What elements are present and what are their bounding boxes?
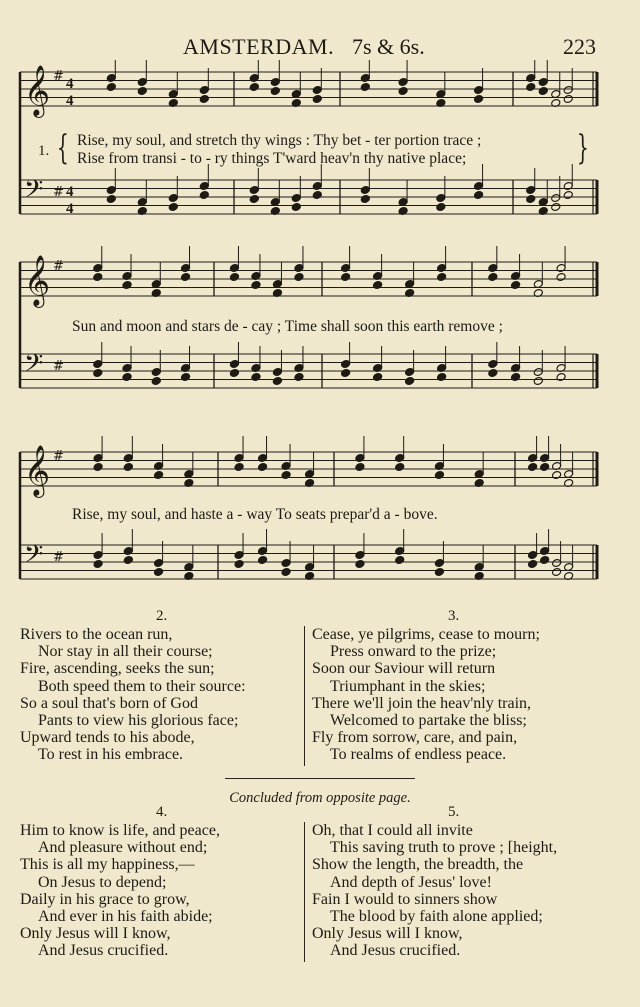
left-brace: {: [56, 128, 69, 168]
note-head: [395, 463, 405, 472]
note-head: [563, 191, 573, 200]
time-signature-bottom: 4: [66, 201, 74, 217]
note-head: [180, 373, 190, 382]
note-head: [258, 556, 268, 565]
note-head: [154, 568, 164, 577]
bass-clef: 𝄢: [24, 349, 44, 384]
bass-clef: 𝄢: [24, 175, 44, 210]
note-head: [437, 373, 447, 382]
lyric-line-1-verse-1: Rise, my soul, and stretch thy wings : Thy bet - ter portion trace ;: [77, 132, 482, 149]
note-head: [137, 87, 147, 96]
sharp-sign: #: [53, 359, 64, 374]
stanza-line: Oh, that I could all invite: [312, 822, 473, 839]
note-head: [151, 377, 161, 386]
note-head: [168, 203, 178, 212]
note-head: [199, 191, 209, 200]
note-head: [180, 273, 190, 282]
note-head: [373, 373, 383, 382]
treble-clef: 𝄞: [24, 255, 51, 306]
stanza-line: Nor stay in all their course;: [38, 643, 213, 661]
note-head: [229, 369, 239, 378]
stanza-number-5: 5.: [448, 804, 460, 820]
note-head: [556, 273, 566, 282]
stanza-line: Triumphant in the skies;: [330, 677, 486, 695]
note-head: [294, 273, 304, 282]
note-head: [474, 191, 484, 200]
lyric-line-1-verse-2: Rise from transi - to - ry things T'ward heav'n thy native place;: [77, 150, 467, 167]
note-head: [552, 568, 562, 577]
note-head: [360, 195, 370, 204]
note-head: [488, 369, 498, 378]
note-head: [281, 568, 291, 577]
lyric-line-3: Rise, my soul, and haste a - way To seats prepar'd a - bove.: [72, 506, 438, 523]
note-head: [272, 377, 282, 386]
stanza-line: Fain I would to sinners show: [312, 890, 498, 908]
note-head: [341, 369, 351, 378]
sharp-sign: #: [53, 185, 64, 200]
note-head: [528, 560, 538, 569]
column-divider: [304, 822, 305, 962]
stanza-line: Rivers to the ocean run,: [20, 626, 173, 643]
note-head: [436, 203, 446, 212]
note-head: [123, 463, 133, 472]
note-head: [355, 560, 365, 569]
note-head: [122, 281, 132, 290]
note-head: [395, 556, 405, 565]
note-head: [526, 195, 536, 204]
lyric-line-2: Sun and moon and stars de - cay ; Time shall soon this earth remove ;: [72, 318, 503, 335]
note-head: [405, 377, 415, 386]
stanza-line: On Jesus to depend;: [38, 873, 167, 891]
note-head: [229, 273, 239, 282]
stanza-line: There we'll join the heav'nly train,: [312, 694, 532, 712]
note-head: [249, 83, 259, 92]
stanza-2: [20, 626, 246, 764]
stanza-4: [20, 822, 220, 960]
note-head: [540, 463, 550, 472]
stanza-line: And Jesus crucified.: [38, 942, 169, 960]
page-number: 223: [563, 34, 596, 59]
note-head: [373, 281, 383, 290]
note-head: [199, 95, 209, 104]
stanza-line: So a soul that's born of God: [20, 694, 198, 712]
note-head: [122, 373, 132, 382]
note-head: [528, 463, 538, 472]
stanza-line: Press onward to the prize;: [330, 643, 497, 661]
note-head: [294, 373, 304, 382]
note-head: [251, 373, 261, 382]
note-head: [488, 273, 498, 282]
stanza-number-2: 2.: [156, 608, 168, 624]
tune-title: AMSTERDAM.: [183, 34, 335, 59]
stanza-line: Show the length, the breadth, the: [312, 856, 524, 874]
note-head: [93, 273, 103, 282]
note-head: [341, 273, 351, 282]
note-head: [312, 191, 322, 200]
note-head: [538, 87, 548, 96]
note-head: [281, 471, 291, 480]
note-head: [526, 83, 536, 92]
stanza-line: Only Jesus will I know,: [20, 925, 171, 943]
stanza-line: Fire, ascending, seeks the sun;: [20, 660, 215, 678]
time-signature-bottom: 4: [66, 93, 74, 109]
note-head: [552, 471, 562, 480]
stanza-line: To realms of endless peace.: [330, 746, 507, 764]
bass-clef: 𝄢: [24, 540, 44, 575]
stanza-line: This is all my happiness,—: [20, 856, 195, 874]
stanza-line: Only Jesus will I know,: [312, 925, 463, 943]
treble-clef: 𝄞: [24, 65, 51, 116]
note-head: [355, 463, 365, 472]
sharp-sign: #: [53, 550, 64, 565]
stanza-number-3: 3.: [448, 608, 460, 624]
note-head: [474, 95, 484, 104]
sharp-sign: #: [53, 259, 64, 274]
note-head: [434, 568, 444, 577]
treble-clef: 𝄞: [24, 445, 51, 496]
stanza-line: Both speed them to their source:: [38, 677, 246, 695]
sharp-sign: #: [53, 69, 64, 84]
meter-label: 7s & 6s.: [352, 34, 425, 59]
stanza-line: Pants to view his glorious face;: [38, 712, 239, 730]
note-head: [93, 560, 103, 569]
note-head: [291, 203, 301, 212]
stanza-line: And pleasure without end;: [38, 839, 208, 857]
note-head: [511, 373, 521, 382]
column-divider: [304, 626, 305, 766]
note-head: [270, 87, 280, 96]
stanza-line: The blood by faith alone applied;: [330, 908, 543, 926]
note-head: [234, 560, 244, 569]
stanza-line: To rest in his embrace.: [38, 746, 184, 764]
right-brace: }: [576, 128, 589, 168]
note-head: [434, 471, 444, 480]
time-signature-top: 4: [66, 76, 74, 92]
stanza-5: [312, 822, 557, 960]
stanza-line: Fly from sorrow, care, and pain,: [312, 729, 518, 747]
stanza-number-4: 4.: [156, 804, 168, 820]
note-head: [251, 281, 261, 290]
stanza-line: Daily in his grace to grow,: [20, 890, 190, 908]
note-head: [234, 463, 244, 472]
stanza-line: And Jesus crucified.: [330, 942, 461, 960]
note-head: [533, 377, 543, 386]
note-head: [551, 203, 561, 212]
stanza-line: Upward tends to his abode,: [20, 729, 195, 747]
verse-number: 1.: [38, 143, 50, 159]
concluded-note: Concluded from opposite page.: [229, 790, 411, 806]
time-signature-top: 4: [66, 184, 74, 200]
note-head: [312, 95, 322, 104]
note-head: [249, 195, 259, 204]
note-head: [154, 471, 164, 480]
stanza-line: Soon our Saviour will return: [312, 660, 496, 678]
note-head: [398, 87, 408, 96]
note-head: [540, 556, 550, 565]
note-head: [511, 281, 521, 290]
stanza-3: [312, 626, 540, 764]
note-head: [563, 95, 573, 104]
section-rule: [225, 778, 415, 779]
note-head: [106, 195, 116, 204]
note-head: [123, 556, 133, 565]
note-head: [93, 369, 103, 378]
stanza-line: And depth of Jesus' love!: [330, 873, 492, 891]
sharp-sign: #: [53, 449, 64, 464]
stanza-line: This saving truth to prove ; [height,: [330, 839, 558, 857]
note-head: [360, 83, 370, 92]
note-head: [437, 273, 447, 282]
stanza-line: Welcomed to partake the bliss;: [330, 712, 527, 730]
note-head: [106, 83, 116, 92]
note-head: [93, 463, 103, 472]
stanza-line: Him to know is life, and peace,: [20, 822, 220, 839]
note-head: [556, 373, 566, 382]
stanza-line: And ever in his faith abide;: [38, 908, 213, 926]
note-head: [258, 463, 268, 472]
stanza-line: Cease, ye pilgrims, cease to mourn;: [312, 626, 540, 643]
